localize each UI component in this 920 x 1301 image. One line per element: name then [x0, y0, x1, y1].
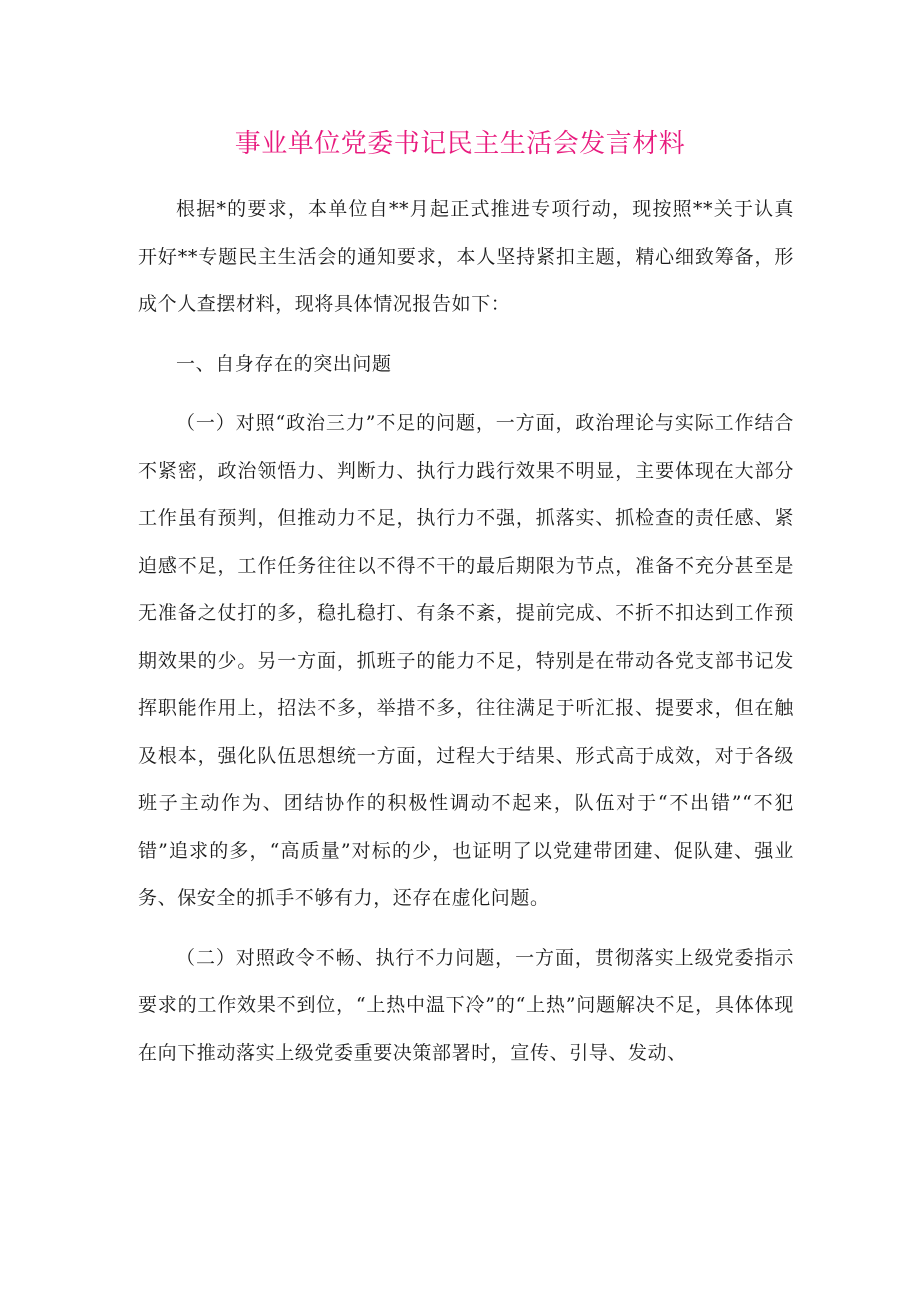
- subsection-one-paragraph: （一）对照“政治三力”不足的问题，一方面，政治理论与实际工作结合不紧密，政治领悟力、判断力、执行力践行效果不明显，主要体现在大部分工作虽有预判，但推动力不足，执行力不强，抓落实、抓检查的责任感、紧迫感不足，工作任务往往以不得不干的最后期限为节点，准备不充分甚至是无准备之仗打的多，稳扎稳打、有条不紊，提前完成、不折不扣达到工作预期效果的少。另一方面，抓班子的能力不足，特别是在带动各党支部书记发挥职能作用上，招法不多，举措不多，往往满足于听汇报、提要求，但在触及根本，强化队伍思想统一方面，过程大于结果、形式高于成效，对于各级班子主动作为、团结协作的积极性调动不起来，队伍对于“不出错”“不犯错”追求的多，“高质量”对标的少，也证明了以党建带团建、促队建、强业务、保安全的抓手不够有力，还存在虚化问题。: [138, 412, 794, 909]
- document-body: [138, 186, 794, 1077]
- document-title: 事业单位党委书记民主生活会发言材料: [234, 129, 686, 159]
- intro-paragraph: 根据*的要求，本单位自**月起正式推进专项行动，现按照**关于认真开好**专题民主生活会的通知要求，本人坚持紧扣主题，精心细致筹备，形成个人查摆材料，现将具体情况报告如下：: [138, 198, 794, 315]
- subsection-two-paragraph: （二）对照政令不畅、执行不力问题，一方面，贯彻落实上级党委指示要求的工作效果不到位，“上热中温下冷”的“上热”问题解决不足，具体体现在向下推动落实上级党委重要决策部署时，宣传、引导、发动、: [138, 946, 794, 1064]
- section-heading: 一、自身存在的突出问题: [176, 352, 392, 375]
